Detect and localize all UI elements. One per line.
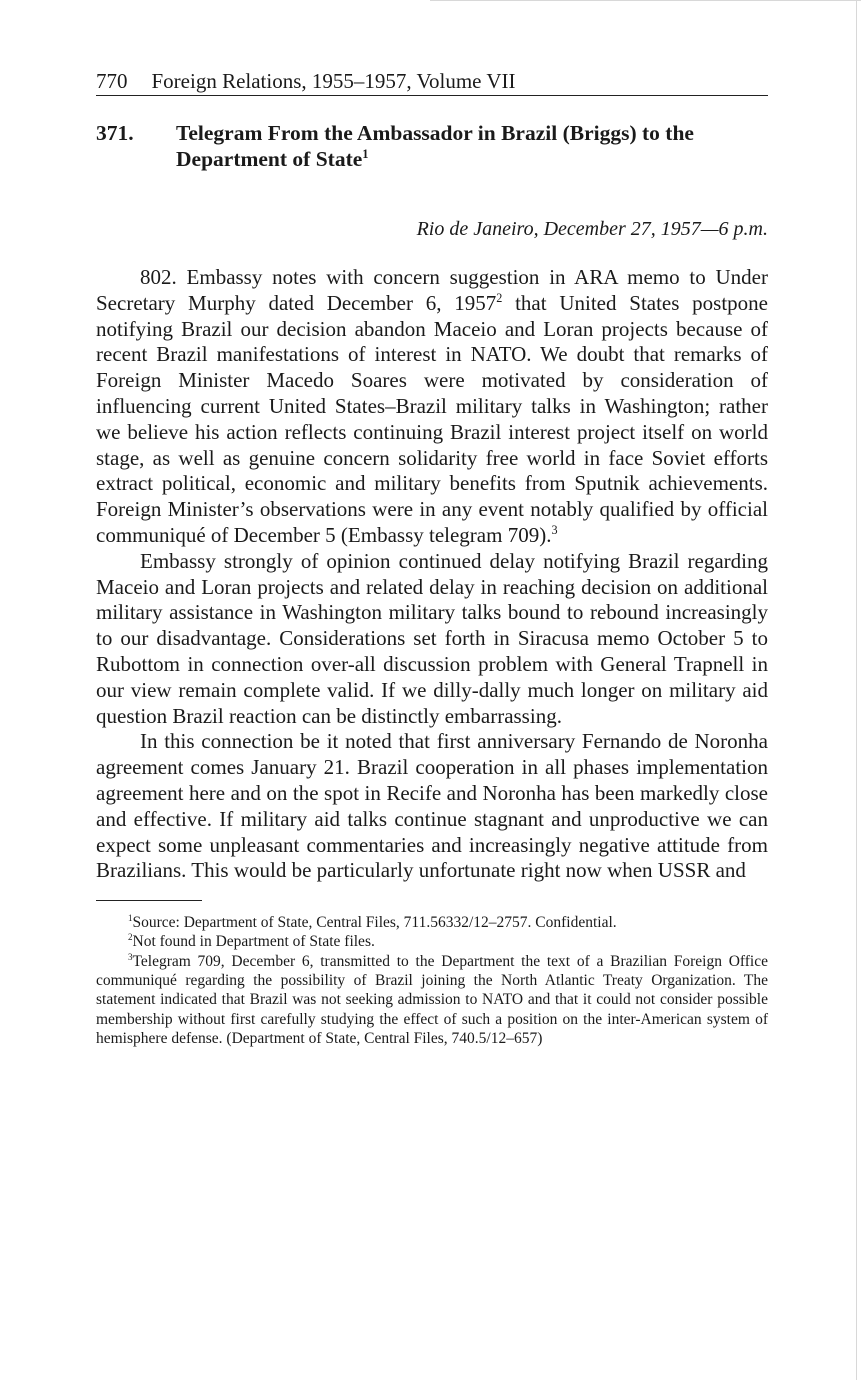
- footnote-ref[interactable]: 3: [551, 522, 558, 537]
- footnote-ref[interactable]: 2: [496, 290, 503, 305]
- footnote-item: [96, 913, 768, 932]
- scan-top-edge: [430, 0, 861, 1]
- paragraph-1-text-b: that United States postpone notifying Brazil our decision abandon Maceio and Loran projects because of recent Brazil manifestations of interest in NATO. We doubt that remarks of Foreign Minister Macedo Soares were motivated by consideration of influencing current United States–Brazil military talks in Washington; rather we believe his action reflects continuing Brazil interest project itself on world stage, as well as genuine concern solidarity free world in face Soviet efforts extract political, economic and military benefits from Sputnik achievements. Foreign Minister’s observations were in any event notably qualified by official communiqué of December 5 (Embassy telegram 709).: [96, 290, 769, 547]
- series-title: Foreign Relations, 1955–1957, Volume VII: [151, 69, 516, 93]
- running-head: [96, 68, 768, 96]
- footnote-item: [96, 932, 768, 951]
- page-number: 770: [96, 69, 128, 93]
- footnote-ref[interactable]: 1: [362, 146, 369, 161]
- paragraph-1-text-a: 802. Embassy notes with concern suggestion in ARA memo to Under Secretary Murphy dated December 6, 1957: [96, 265, 768, 315]
- paragraph-2: Embassy strongly of opinion continued delay notifying Brazil regarding Maceio and Loran projects and related delay in reaching decision on additional military assistance in Washington military talks bound to rebound increasingly to our disadvantage. Considerations set forth in Siracusa memo October 5 to Rubottom in connection over-all discussion problem with General Trapnell in our view remain complete valid. If we dilly-dally much longer on military aid question Brazil reaction can be distinctly embarrassing.: [96, 548, 768, 728]
- footnote-item: [96, 952, 768, 1048]
- footnote-divider: [96, 900, 202, 901]
- document-title: Telegram From the Ambassador in Brazil (Briggs) to the Department of State: [176, 121, 694, 171]
- telegram-body: [96, 265, 768, 884]
- footnotes: [96, 913, 768, 1048]
- scan-right-edge: [856, 0, 857, 1380]
- paragraph-1: [96, 265, 768, 549]
- footnote-marker: 1: [128, 912, 133, 923]
- document-page: [96, 68, 768, 1048]
- paragraph-3: In this connection be it noted that first anniversary Fernando de Noronha agreement comes January 21. Brazil cooperation in all phases implementation agreement here and on the spot in Recife and Noronha has been markedly close and effective. If military aid talks continue stagnant and unproductive we can expect some unpleasant commentaries and increasingly negative attitude from Brazilians. This would be particularly unfortunate right now when USSR and: [96, 729, 768, 883]
- footnote-marker: 2: [128, 932, 133, 943]
- document-heading: [96, 120, 768, 172]
- document-title-block: [176, 120, 768, 172]
- footnote-marker: 3: [128, 951, 133, 962]
- footnote-text: Telegram 709, December 6, transmitted to the Department the text of a Brazilian Foreign Office communiqué regarding the possibility of Brazil joining the North Atlantic Treaty Organization. The statement indicated that Brazil was not seeking admission to NATO and that it could not consider possible membership without first carefully studying the effect of such a position on the inter-American system of hemisphere defense. (Department of State, Central Files, 740.5/12–657): [96, 952, 768, 1047]
- footnote-text: Source: Department of State, Central Files, 711.56332/12–2757. Confidential.: [132, 914, 617, 932]
- document-number: 371.: [96, 121, 134, 145]
- footnote-text: Not found in Department of State files.: [132, 933, 375, 951]
- dateline: Rio de Janeiro, December 27, 1957—6 p.m.: [416, 218, 768, 240]
